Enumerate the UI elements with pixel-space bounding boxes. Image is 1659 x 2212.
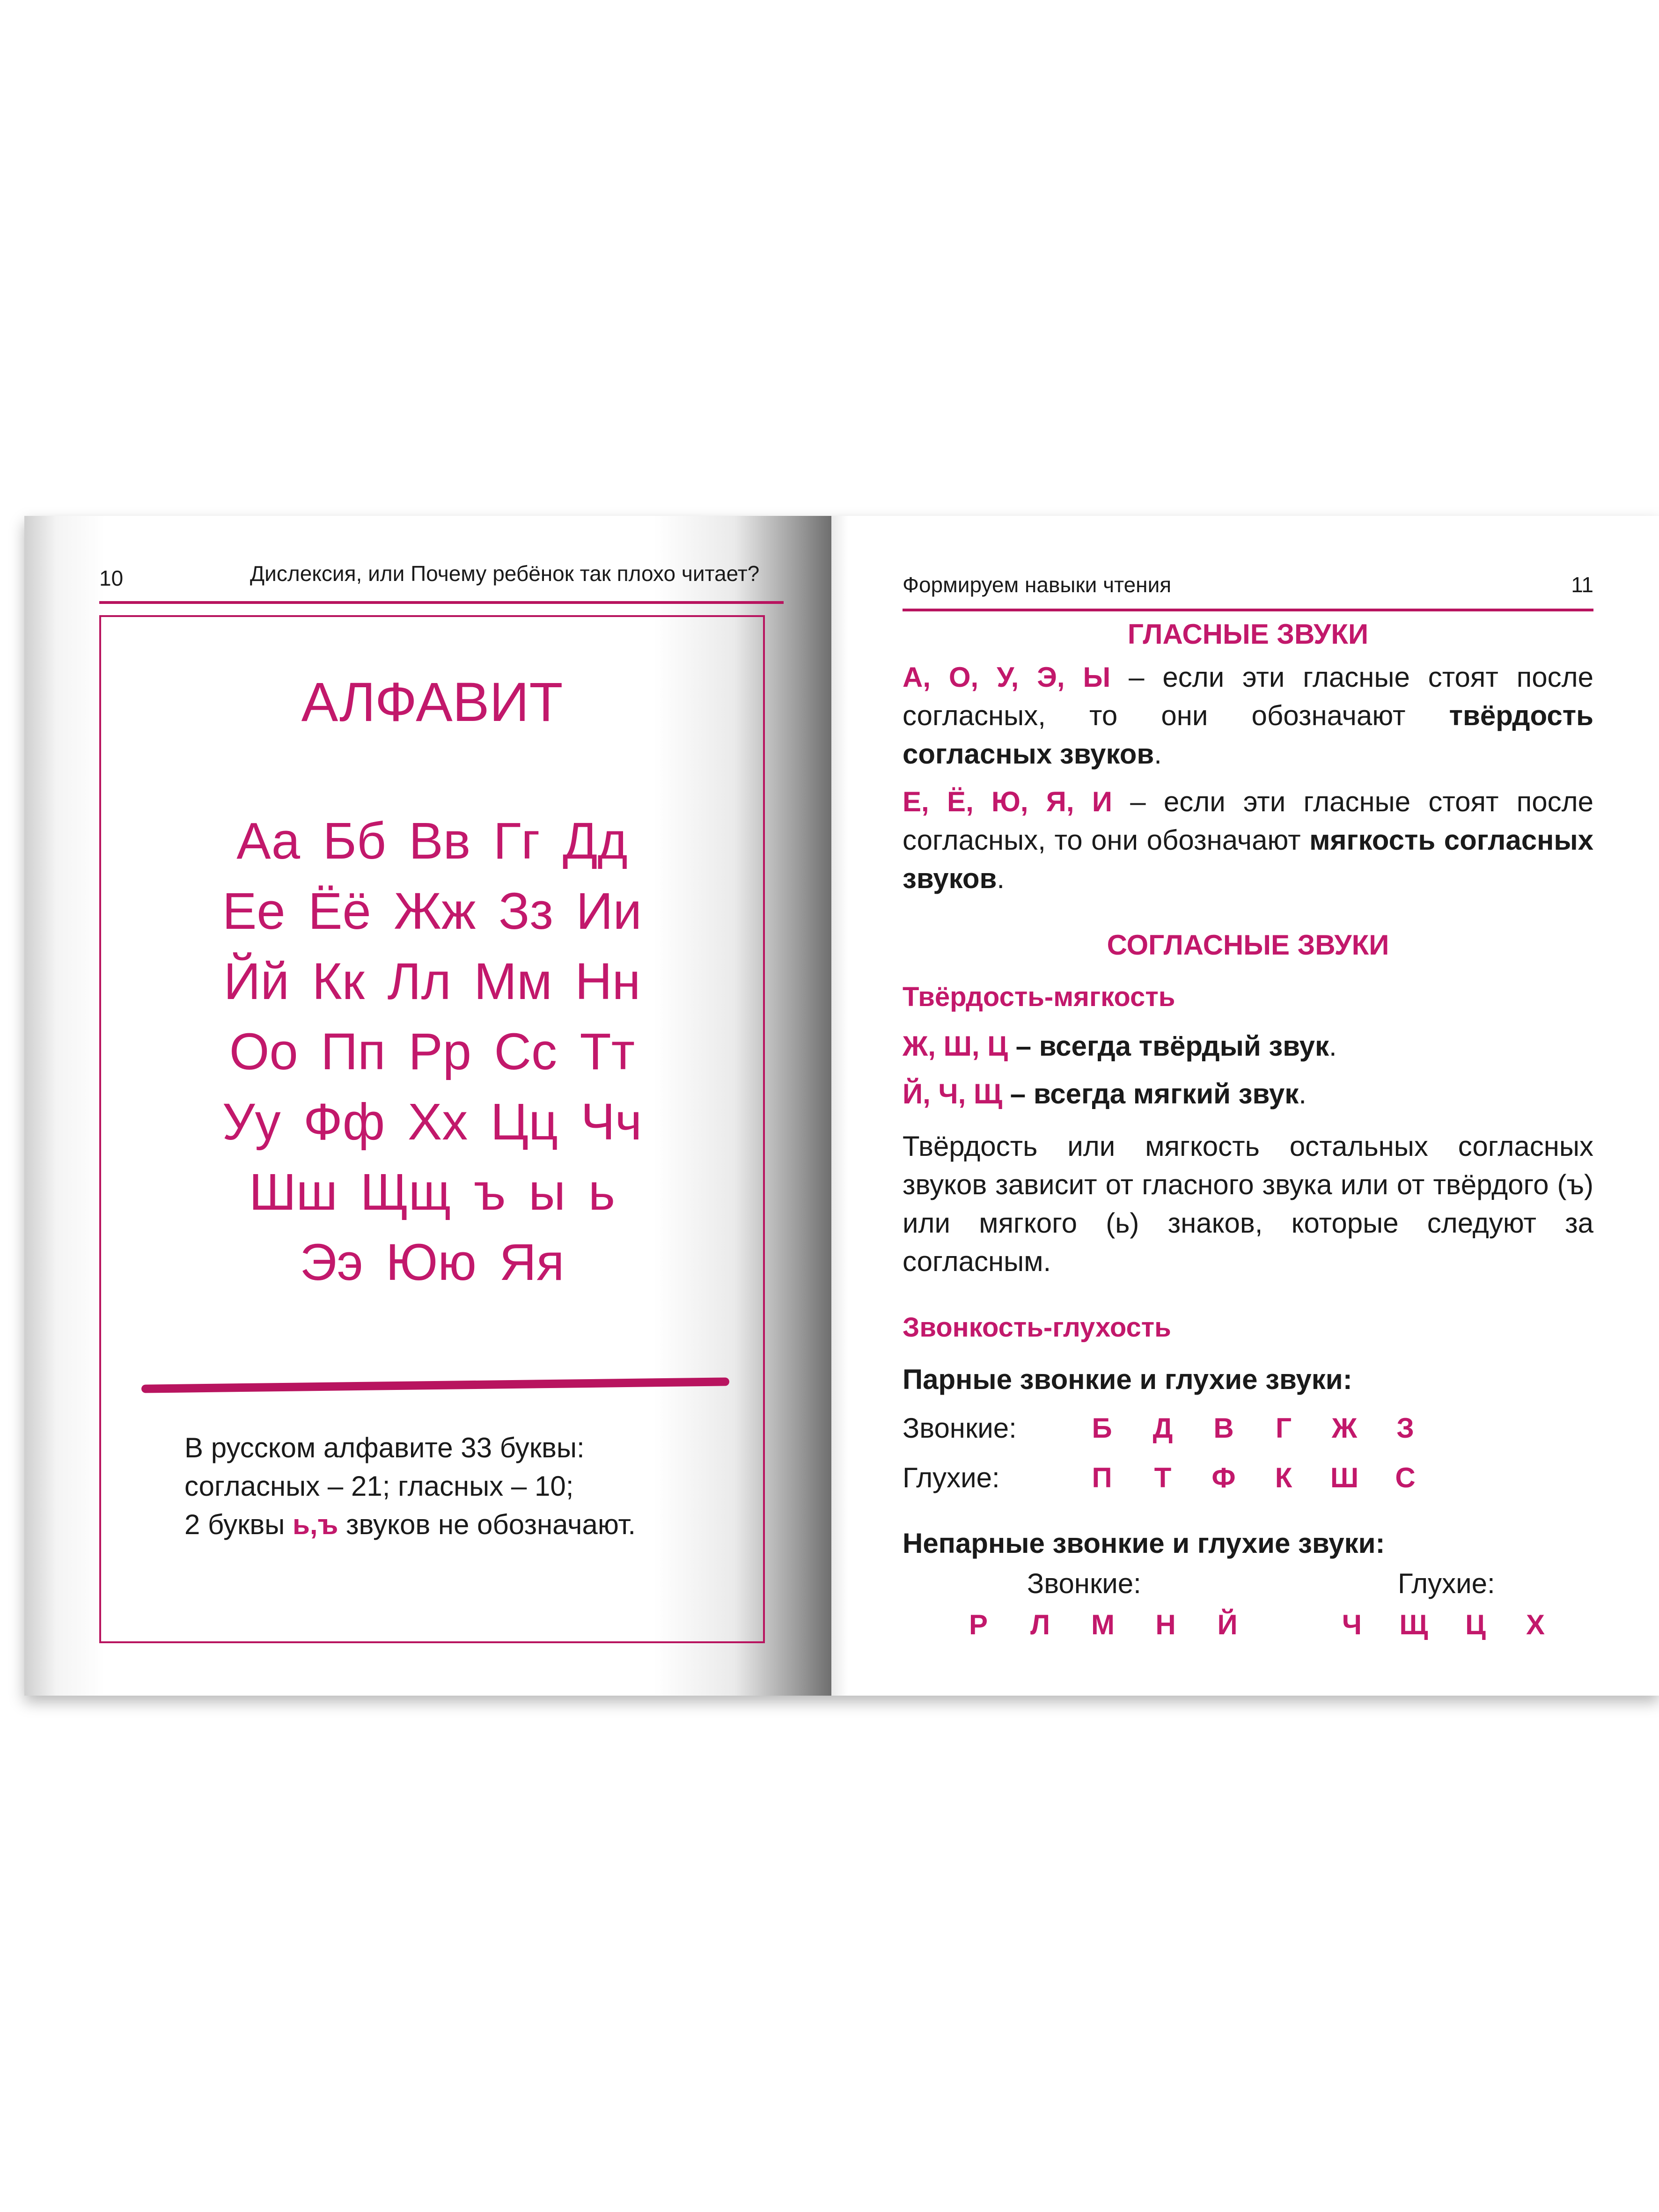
header-rule-left bbox=[99, 601, 784, 604]
note-line bbox=[184, 1506, 737, 1544]
alphabet-row: Йй Кк Лл Мм Нн bbox=[223, 953, 641, 1010]
note-line: В русском алфавите 33 буквы: bbox=[184, 1432, 585, 1463]
book-spread bbox=[24, 516, 1659, 1696]
unpaired-voiceless-letter: Щ bbox=[1399, 1609, 1428, 1640]
left-page bbox=[24, 516, 831, 1696]
page-number-left: 10 bbox=[99, 566, 124, 590]
voiceless-letter: Ф bbox=[1211, 1462, 1236, 1493]
right-page bbox=[831, 516, 1659, 1696]
note-letters: ь,ъ bbox=[293, 1509, 338, 1540]
consonant-letters: Ж, Ш, Ц bbox=[903, 1030, 1008, 1062]
paired-heading: Парные звонкие и глухие звуки: bbox=[903, 1364, 1352, 1395]
vowel-letters: А, О, У, Э, Ы bbox=[903, 661, 1111, 693]
voiced-letter: В bbox=[1213, 1412, 1234, 1444]
note-text: 2 буквы bbox=[184, 1509, 293, 1540]
unpaired-heading: Непарные звонкие и глухие звуки: bbox=[903, 1528, 1385, 1559]
emphasis-text: мягкость согласных звуков bbox=[903, 824, 1593, 894]
unpaired-voiceless-letter: Ч bbox=[1342, 1609, 1362, 1640]
alphabet-row: Уу Фф Хх Цц Чч bbox=[222, 1093, 642, 1151]
unpaired-voiceless-letter: Ц bbox=[1465, 1609, 1486, 1640]
alphabet-title: АЛФАВИТ bbox=[301, 671, 563, 733]
alphabet-row: Шш Щщ ъ ы ь bbox=[249, 1163, 616, 1221]
voiceless-letter: П bbox=[1092, 1462, 1112, 1493]
vowels-heading: ГЛАСНЫЕ ЗВУКИ bbox=[1127, 618, 1369, 650]
line-text: . bbox=[1329, 1030, 1337, 1062]
hardness-heading: Твёрдость-мягкость bbox=[903, 982, 1175, 1012]
unpaired-voiced-letter: Н bbox=[1155, 1609, 1176, 1640]
voicing-heading: Звонкость-глухость bbox=[903, 1312, 1171, 1343]
running-header-left: Дислексия, или Почему ребёнок так плохо читает? bbox=[250, 561, 760, 586]
paragraph-text: . bbox=[997, 863, 1005, 894]
vowels-hard-paragraph bbox=[903, 658, 1593, 773]
alphabet-row: Аа Бб Вв Гг Дд bbox=[236, 812, 628, 870]
alphabet-row: Ээ Юю Яя bbox=[300, 1234, 565, 1291]
header-rule-right bbox=[903, 609, 1593, 611]
hardness-paragraph: Твёрдость или мягкость остальных согласных звуков зависит от гласного звука или от твёрдого (ъ) или мягкого (ь) знаков, которые следуют за согласным. bbox=[903, 1131, 1593, 1277]
running-header-right: Формируем навыки чтения bbox=[903, 573, 1172, 597]
paragraph-text: – если эти гласные стоят после согласных, то они обозначают bbox=[903, 786, 1593, 856]
voiced-letter: З bbox=[1396, 1412, 1414, 1444]
unpaired-voiceless-label: Глухие: bbox=[1398, 1568, 1495, 1599]
always-soft-line bbox=[903, 1078, 1307, 1110]
unpaired-voiced-letter: Й bbox=[1217, 1609, 1238, 1640]
line-text: . bbox=[1299, 1078, 1307, 1110]
voiceless-letter: Т bbox=[1154, 1462, 1172, 1493]
consonant-letters: Й, Ч, Щ bbox=[903, 1078, 1003, 1110]
always-hard-line bbox=[903, 1030, 1337, 1062]
unpaired-voiced-letter: М bbox=[1091, 1609, 1115, 1640]
alphabet-table bbox=[99, 806, 765, 1298]
alphabet-row: Ее Ёё Жж Зз Ии bbox=[222, 882, 642, 940]
voiceless-letter: С bbox=[1395, 1462, 1416, 1493]
unpaired-voiced-label: Звонкие: bbox=[1027, 1568, 1141, 1599]
unpaired-voiceless-letter: Х bbox=[1526, 1609, 1545, 1640]
note-text: звуков не обозначают. bbox=[338, 1509, 636, 1540]
voiced-letter: Б bbox=[1092, 1412, 1112, 1444]
voiceless-label: Глухие: bbox=[903, 1462, 1000, 1493]
vowels-soft-paragraph bbox=[903, 783, 1593, 898]
vowel-letters: Е, Ё, Ю, Я, И bbox=[903, 786, 1112, 817]
consonants-heading: СОГЛАСНЫЕ ЗВУКИ bbox=[1107, 929, 1389, 961]
paragraph-text: – если эти гласные стоят после согласных, то они обозначают bbox=[903, 661, 1593, 731]
line-text: – всегда твёрдый звук bbox=[1008, 1030, 1329, 1062]
page-number-right: 11 bbox=[1571, 573, 1593, 597]
voiced-letter: Д bbox=[1152, 1412, 1173, 1444]
line-text: – всегда мягкий звук bbox=[1002, 1078, 1299, 1110]
voiced-label: Звонкие: bbox=[903, 1412, 1017, 1444]
voiceless-letter: Ш bbox=[1330, 1462, 1359, 1493]
alphabet-note bbox=[184, 1429, 737, 1544]
voiced-letter: Ж bbox=[1331, 1412, 1358, 1444]
paragraph-text: . bbox=[1154, 738, 1162, 770]
alphabet-row: Оо Пп Рр Сс Тт bbox=[229, 1023, 635, 1080]
voiceless-letter: К bbox=[1275, 1462, 1292, 1493]
voiced-letter: Г bbox=[1275, 1412, 1292, 1444]
emphasis-text: твёрдость согласных звуков bbox=[903, 700, 1593, 770]
note-line: согласных – 21; гласных – 10; bbox=[184, 1470, 574, 1502]
unpaired-voiced-letter: Л bbox=[1030, 1609, 1050, 1640]
unpaired-voiced-letter: Р bbox=[969, 1609, 988, 1640]
